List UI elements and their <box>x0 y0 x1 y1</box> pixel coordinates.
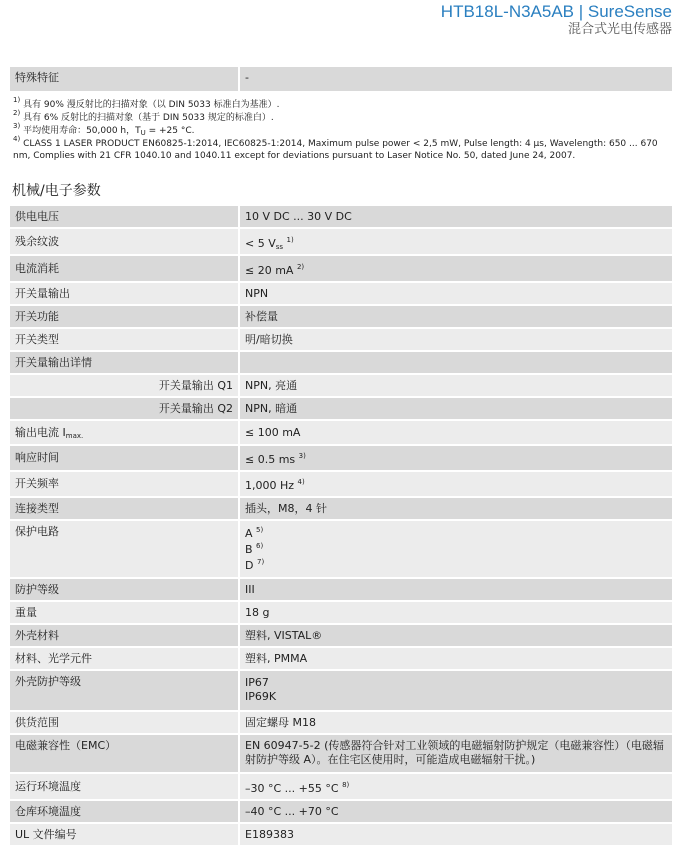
footnotes <box>13 96 673 163</box>
table-row <box>10 578 672 601</box>
spec-value: ≤ 100 mA <box>239 420 672 445</box>
spec-value: NPN, 亮通 <box>239 374 672 397</box>
spec-label: UL 文件编号 <box>10 823 239 846</box>
spec-label: 连接类型 <box>10 497 239 520</box>
table-row <box>10 773 672 800</box>
spec-value: A $^{5)}$ B $^{6)}$ D $^{7)}$ <box>239 520 672 578</box>
table-row <box>10 624 672 647</box>
product-model-title: HTB18L-N3A5AB | SureSense <box>440 2 672 21</box>
spec-label: 电流消耗 <box>10 255 239 282</box>
spec-label: 仓库环境温度 <box>10 800 239 823</box>
table-row <box>10 670 672 711</box>
table-row <box>10 228 672 255</box>
spec-value: - <box>239 67 672 92</box>
spec-label: 开关类型 <box>10 328 239 351</box>
spec-label: 开关量输出 Q2 <box>10 397 239 420</box>
spec-label: 残余纹波 <box>10 228 239 255</box>
spec-table <box>10 206 672 847</box>
spec-label: 防护等级 <box>10 578 239 601</box>
spec-label: 开关量输出 Q1 <box>10 374 239 397</box>
spec-label: 开关量输出详情 <box>10 351 239 374</box>
spec-label: 开关量输出 <box>10 282 239 305</box>
spec-label: 重量 <box>10 601 239 624</box>
spec-value: –40 °C ... +70 °C <box>239 800 672 823</box>
spec-label: 输出电流 $I_{max.}$ <box>10 420 239 445</box>
footnote: $^{1)}$ 具有 90% 漫反射比的扫描对象（以 DIN 5033 标准白为基准）. <box>13 96 280 110</box>
spec-value <box>239 351 672 374</box>
table-row <box>10 601 672 624</box>
product-subtitle: 混合式光电传感器 <box>567 22 672 37</box>
spec-value: 明/暗切换 <box>239 328 672 351</box>
table-row <box>10 374 672 397</box>
spec-value: NPN, 暗通 <box>239 397 672 420</box>
table-row <box>10 67 672 92</box>
table-row <box>10 397 672 420</box>
spec-label: 外壳材料 <box>10 624 239 647</box>
table-row <box>10 800 672 823</box>
spec-label: 供电电压 <box>10 206 239 228</box>
page-header <box>441 2 672 38</box>
spec-label: 供货范围 <box>10 711 239 734</box>
table-row <box>10 206 672 228</box>
spec-label: 材料、光学元件 <box>10 647 239 670</box>
footnote: $^{3)}$ 平均使用寿命：50,000 h，$T_U = +25$ °C. <box>13 122 195 137</box>
spec-label: 开关功能 <box>10 305 239 328</box>
table-row <box>10 420 672 445</box>
spec-value: ≤ 0.5 ms $^{3)}$ <box>239 445 672 471</box>
table-row <box>10 305 672 328</box>
spec-value: EN 60947-5-2 (传感器符合针对工业领域的电磁辐射防护规定（电磁兼容性）（电磁辐射防护等级 A）。在住宅区使用时，可能造成电磁辐射干扰。) <box>239 734 672 773</box>
table-row <box>10 497 672 520</box>
spec-value: 补偿量 <box>239 305 672 328</box>
footnote: $^{4)}$ CLASS 1 LASER PRODUCT EN60825-1:2014, IEC60825-1:2014, Maximum pulse power < 2,5 mW, Pulse length: 4 µs, Wavelength: 650 ... 670 nm, Complies with 21 CFR 1040.10 and 1040.11 except for deviations pursuant to Laser Notice No. 50, dated June 24, 2007. <box>13 135 658 161</box>
spec-value: 10 V DC ... 30 V DC <box>239 206 672 228</box>
spec-label: 响应时间 <box>10 445 239 471</box>
spec-value: 塑料, VISTAL® <box>239 624 672 647</box>
spec-value: 塑料, PMMA <box>239 647 672 670</box>
table-row <box>10 351 672 374</box>
spec-label: 开关频率 <box>10 471 239 497</box>
spec-value: 1,000 Hz $^{4)}$ <box>239 471 672 497</box>
table-row <box>10 647 672 670</box>
spec-label: 外壳防护等级 <box>10 670 239 711</box>
spec-value: E189383 <box>239 823 672 846</box>
spec-value: 18 g <box>239 601 672 624</box>
footnote: $^{2)}$ 具有 6% 反射比的扫描对象（基于 DIN 5033 规定的标准白）. <box>13 109 274 123</box>
table-row <box>10 711 672 734</box>
table-row <box>10 734 672 773</box>
table-row <box>10 471 672 497</box>
spec-label: 运行环境温度 <box>10 773 239 800</box>
special-features-table <box>10 67 672 93</box>
spec-value: < 5 $V_{ss}$ $^{1)}$ <box>239 228 672 255</box>
table-row <box>10 520 672 578</box>
section-title: 机械/电子参数 <box>12 183 101 199</box>
spec-label: 保护电路 <box>10 520 239 578</box>
spec-value: ≤ 20 mA $^{2)}$ <box>239 255 672 282</box>
spec-value: 固定螺母 M18 <box>239 711 672 734</box>
spec-value: 插头，M8，4 针 <box>239 497 672 520</box>
spec-value: NPN <box>239 282 672 305</box>
spec-label: 特殊特征 <box>10 67 239 92</box>
table-row <box>10 823 672 846</box>
spec-label: 电磁兼容性（EMC） <box>10 734 239 773</box>
table-row <box>10 255 672 282</box>
spec-value: –30 °C ... +55 °C $^{8)}$ <box>239 773 672 800</box>
spec-value: III <box>239 578 672 601</box>
table-row <box>10 282 672 305</box>
spec-value: IP67 IP69K <box>239 670 672 711</box>
table-row <box>10 328 672 351</box>
table-row <box>10 445 672 471</box>
